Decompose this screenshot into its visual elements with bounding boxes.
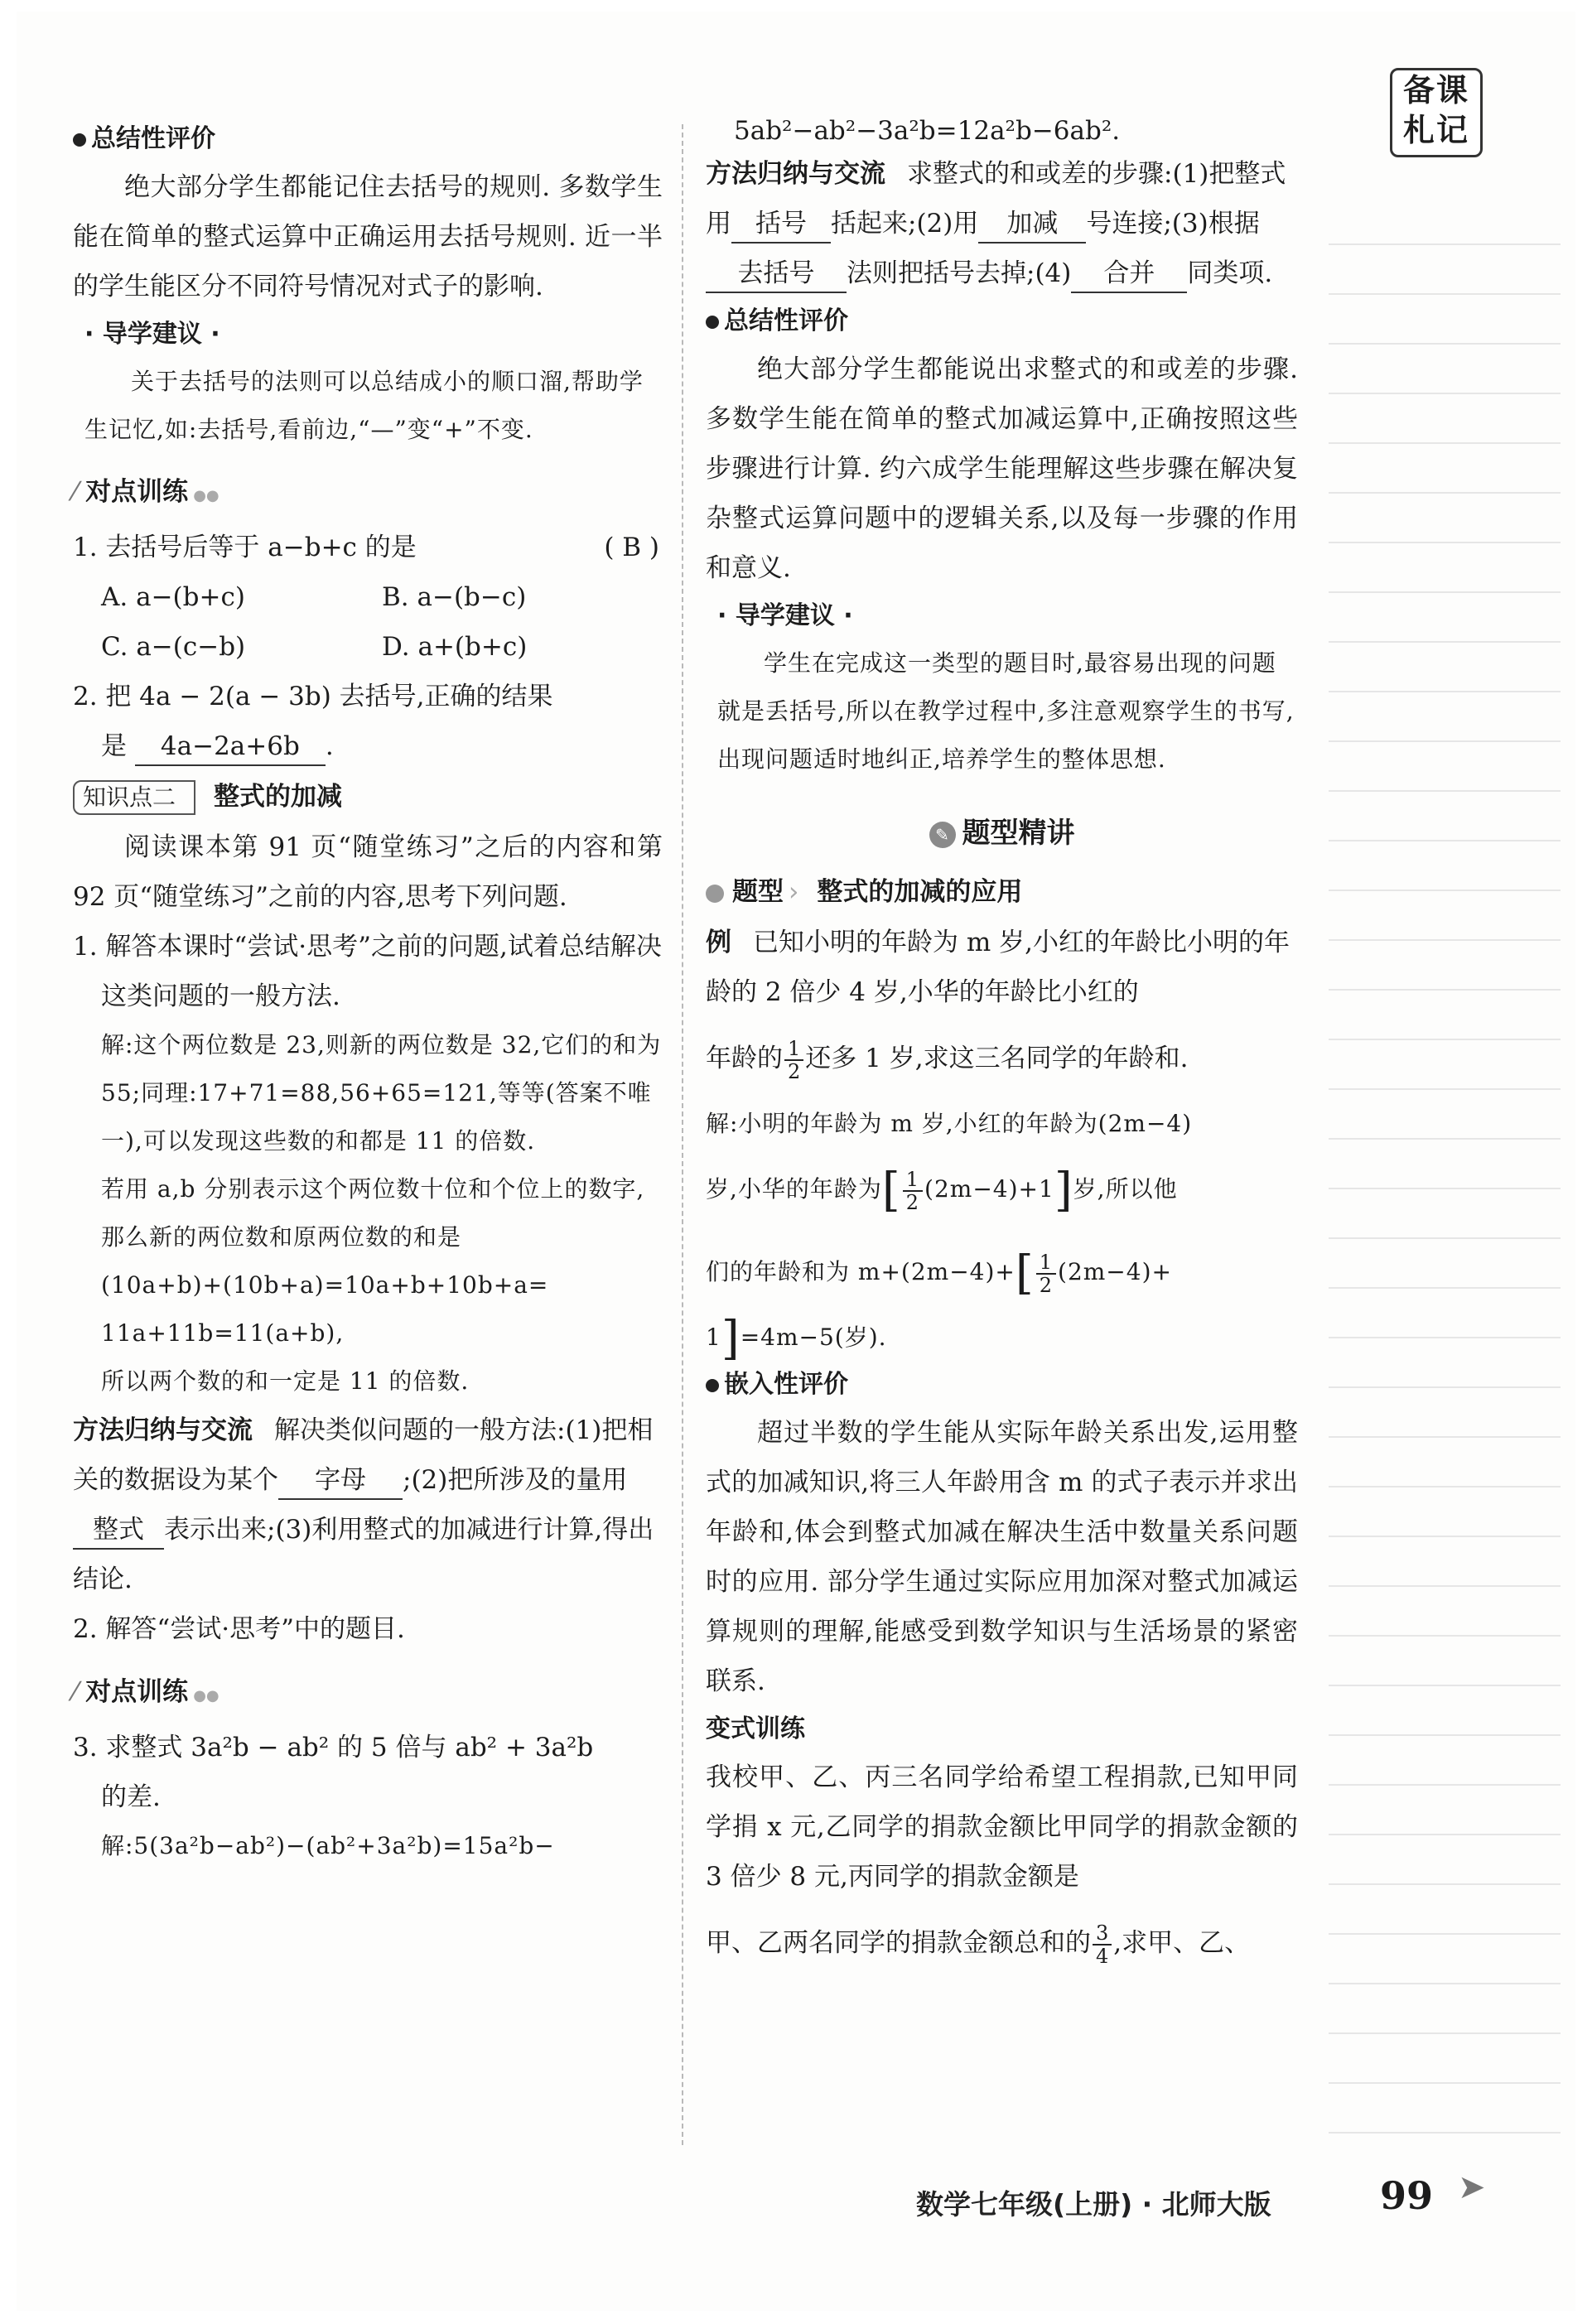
- example-solution-2: 岁,小华的年龄为[ $\frac{1}{2}$ (2m−4)+1]岁,所以他: [706, 1163, 1178, 1217]
- corner-ornament-icon: ➤: [1458, 2168, 1486, 2206]
- example-solution-4: 1]=4m−5(岁).: [706, 1311, 887, 1366]
- fraction-three-quarters: $\frac{3}{4}$: [1093, 1922, 1112, 1967]
- method-label: 方法归纳与交流: [73, 1415, 253, 1445]
- solution-1-eq1: (10a+b)+(10b+a)=10a+b+10b+a=: [101, 1271, 549, 1299]
- method-2-blank-3: 去括号: [706, 255, 847, 293]
- summary-evaluation-heading: 总结性评价: [73, 116, 663, 162]
- logo-line1: 备课: [1402, 72, 1469, 108]
- notes-margin: [1329, 195, 1561, 2167]
- summary-evaluation-text: 绝大部分学生都能记住去括号的规则. 多数学生能在简单的整式运算中正确运用去括号规则. 近一半的学生能区分不同符号情况对式子的影响.: [73, 172, 663, 301]
- example-text: 例 已知小明的年龄为 m 岁,小红的年龄比小明的年龄的 2 倍少 4 岁,小华的年龄比小红的: [706, 928, 1290, 1007]
- question-3-cont: 的差.: [101, 1782, 161, 1812]
- option-b: B. a−(b−c): [382, 582, 527, 612]
- chevron-right-icon: ›: [789, 877, 799, 907]
- guide-heading-2: · 导学建议 ·: [717, 601, 853, 630]
- column-divider: [682, 124, 683, 2145]
- type-label: 题型: [732, 877, 784, 907]
- example-solution-3: 们的年龄和为 m+(2m−4)+[ $\frac{1}{2}$ (2m−4)+: [706, 1246, 1172, 1300]
- embedded-evaluation-text: 超过半数的学生能从实际年龄关系出发,运用整式的加减知识,将三人年龄用含 m 的式子表示并求出年龄和,体会到整式加减在解决生活中数量关系问题时的应用. 部分学生通过实际应用加深对整式加减运算规则的理解,能感受到数学知识与生活场景的紧密联系.: [706, 1418, 1298, 1696]
- solution-1-part1: 解:这个两位数是 23,则新的两位数是 32,它们的和为 55;同理:17+71=88,56+65=121,等等(答案不唯一),可以发现这些数的和都是 11 的倍数.: [101, 1031, 662, 1155]
- problem-2: 2. 解答“尝试·思考”中的题目.: [73, 1614, 405, 1644]
- method-2-blank-1: 括号: [731, 205, 831, 243]
- guide-text-2: 学生在完成这一类型的题目时,最容易出现的问题就是丢括号,所以在教学过程中,多注意观察学生的书写,出现问题适时地纠正,培养学生的整体思想.: [717, 649, 1295, 773]
- question-1-answer: ( B ): [604, 533, 659, 562]
- knowledge-point-tag: 知识点二: [73, 780, 195, 815]
- variant-training-text-2: 甲、乙两名同学的捐款金额总和的 $\frac{3}{4}$ ,求甲、乙、: [706, 1921, 1251, 1968]
- problem-type-row: [706, 866, 1298, 918]
- left-column: [73, 116, 663, 1870]
- option-c: C. a−(c−b): [101, 632, 246, 662]
- solution-1-eq2: 11a+11b=11(a+b),: [101, 1319, 345, 1347]
- question-3-solution-cont: 5ab²−ab²−3a²b=12a²b−6ab².: [734, 116, 1121, 146]
- method-summary-2: 方法归纳与交流 求整式的和或差的步骤:(1)把整式用 括号 括起来;(2)用 加减 号连接;(3)根据去括号 法则把括号去掉;(4) 合并 同类项.: [706, 149, 1298, 298]
- example-text-2: 年龄的 $\frac{1}{2}$ 还多 1 岁,求这三名同学的年龄和.: [706, 1036, 1189, 1083]
- reading-instruction: 阅读课本第 91 页“随堂练习”之后的内容和第 92 页“随堂练习”之前的内容,思考下列问题.: [73, 832, 663, 912]
- example-solution-1: 解:小明的年龄为 m 岁,小红的年龄为(2m−4): [706, 1110, 1193, 1137]
- question-1-options-row2: [73, 622, 663, 672]
- option-d: D. a+(b+c): [382, 632, 528, 662]
- practice-heading-2: ⁄ 对点训练 ●●: [73, 1677, 220, 1707]
- pencil-icon: ⁄: [73, 1677, 78, 1707]
- right-column: [706, 116, 1298, 1984]
- method-1-blank-2: 整式: [73, 1512, 164, 1550]
- summary-evaluation-heading-2: 总结性评价: [706, 298, 1298, 345]
- section-title: ✎ 题型精讲: [706, 800, 1298, 866]
- solution-1-part2: 若用 a,b 分别表示这个两位数十位和个位上的数字,那么新的两位数和原两位数的和是: [101, 1175, 645, 1251]
- summary-evaluation-text-2: 绝大部分学生都能说出求整式的和或差的步骤. 多数学生能在简单的整式加减运算中,正确按照这些步骤进行计算. 约六成学生能理解这些步骤在解决复杂整式运算问题中的逻辑关系,以及每一步骤的作用和意义.: [706, 354, 1298, 583]
- page-number: 99: [1380, 2173, 1434, 2218]
- bullet-icon: [706, 1379, 719, 1392]
- bullet-icon: [706, 316, 719, 329]
- option-a: A. a−(b+c): [101, 582, 245, 612]
- question-2-blank: 4a−2a+6b: [135, 728, 326, 766]
- variant-training-text: 我校甲、乙、丙三名同学给希望工程捐款,已知甲同学捐 x 元,乙同学的捐款金额比甲同学的捐款金额的 3 倍少 8 元,丙同学的捐款金额是: [706, 1762, 1298, 1892]
- logo-line2: 札记: [1402, 112, 1469, 148]
- method-summary-1: 方法归纳与交流 解决类似问题的一般方法:(1)把相关的数据设为某个 字母 ;(2)把所涉及的量用整式 表示出来;(3)利用整式的加减进行计算,得出结论.: [73, 1415, 654, 1594]
- example-label: 例: [706, 928, 731, 957]
- method-label: 方法归纳与交流: [706, 159, 885, 189]
- type-icon: [706, 885, 724, 903]
- book-title: 数学七年级(上册) · 北师大版: [916, 2188, 1271, 2220]
- bullet-icon: [73, 133, 86, 147]
- method-1-blank-1: 字母: [278, 1462, 403, 1500]
- solution-1-conclusion: 所以两个数的和一定是 11 的倍数.: [101, 1367, 470, 1395]
- method-2-blank-2: 加减: [978, 205, 1086, 243]
- notes-logo: [1390, 68, 1483, 157]
- question-1-options-row1: [73, 572, 663, 622]
- guide-text: 关于去括号的法则可以总结成小的顺口溜,帮助学生记忆,如:去括号,看前边,“—”变“+”不变.: [84, 368, 644, 443]
- question-1: 1. 去括号后等于 a−b+c 的是 ( B ): [73, 523, 663, 572]
- variant-training-heading: 变式训练: [706, 1714, 805, 1743]
- question-2-answer-line: 是 4a−2a+6b .: [73, 721, 663, 771]
- method-2-blank-4: 合并: [1071, 255, 1187, 293]
- question-3: 3. 求整式 3a²b − ab² 的 5 倍与 ab² + 3a²b: [73, 1733, 594, 1762]
- question-3-solution: 解:5(3a²b−ab²)−(ab²+3a²b)=15a²b−: [101, 1832, 555, 1859]
- type-title: 整式的加减的应用: [817, 877, 1023, 907]
- problem-1: 1. 解答本课时“尝试·思考”之前的问题,试着总结解决这类问题的一般方法.: [73, 932, 662, 1011]
- fraction-half: $\frac{1}{2}$: [784, 1038, 803, 1082]
- knowledge-point-title: 整式的加减: [214, 782, 343, 812]
- guide-heading: · 导学建议 ·: [84, 320, 220, 349]
- question-2: 2. 把 4a − 2(a − 3b) 去括号,正确的结果: [73, 682, 553, 711]
- pencil-icon: ⁄: [73, 477, 78, 507]
- section-icon: ✎: [929, 822, 956, 848]
- practice-heading: ⁄ 对点训练 ●●: [73, 477, 220, 507]
- knowledge-point-2: [73, 771, 663, 822]
- embedded-evaluation-heading: 嵌入性评价: [706, 1362, 1298, 1408]
